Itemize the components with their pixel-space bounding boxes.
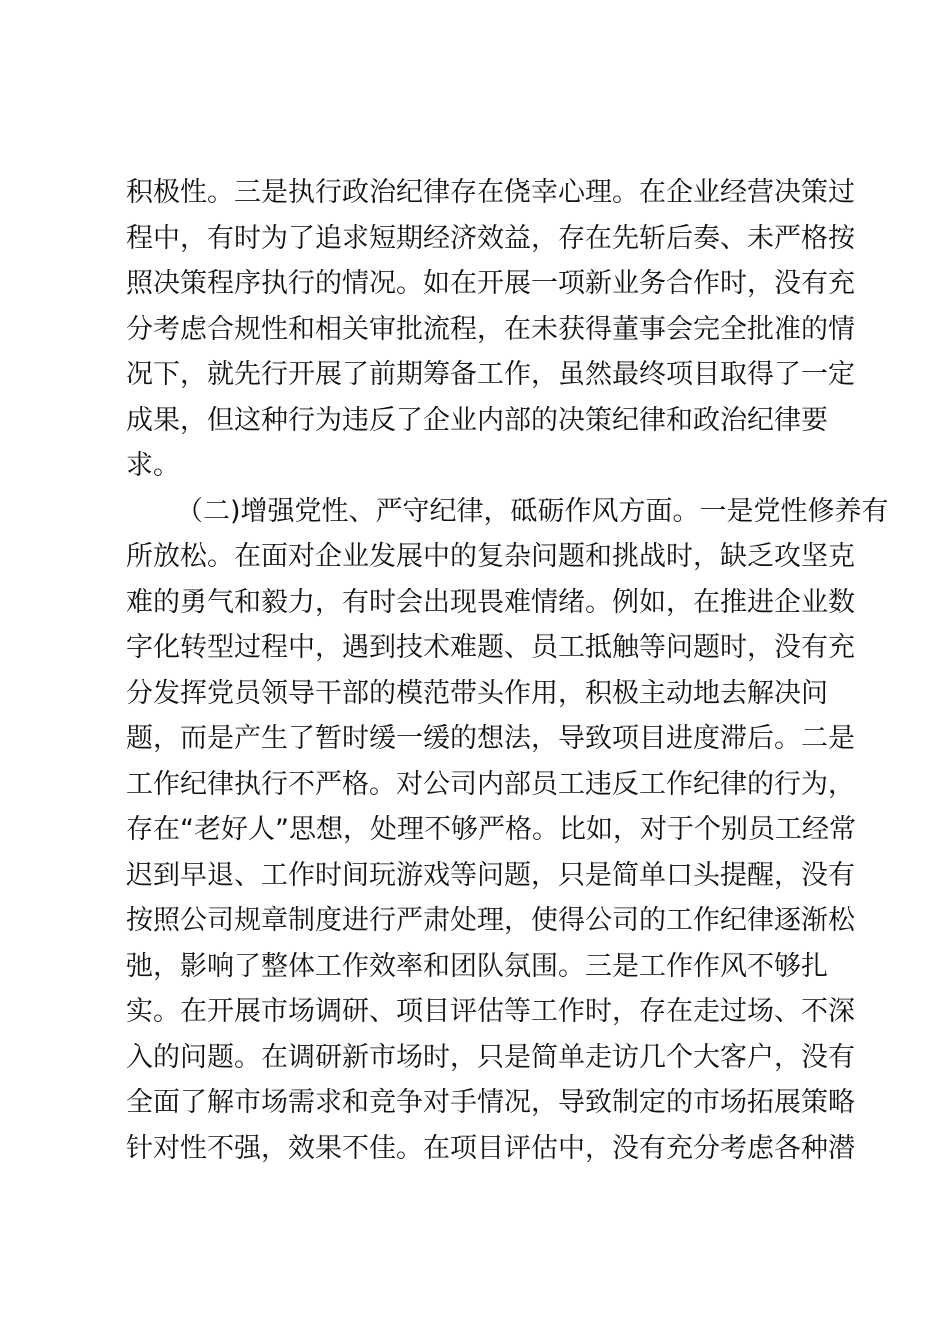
text-line: 全面了解市场需求和竞争对手情况，导致制定的市场拓展策略: [126, 1087, 855, 1118]
section-heading-line: （二)增强党性、严守纪律，砥砺作风方面。一是党性修养有: [176, 495, 889, 527]
text-line: 积极性。三是执行政治纪律存在侥幸心理。在企业经营决策过: [126, 177, 855, 208]
text-line: 况下，就先行开展了前期筹备工作，虽然最终项目取得了一定: [126, 359, 855, 390]
text-line: 按照公司规章制度进行严肃处理，使得公司的工作纪律逐渐松: [126, 905, 855, 936]
text-line: 分发挥党员领导干部的模范带头作用，积极主动地去解决问: [126, 677, 828, 709]
text-line: 题，而是产生了暂时缓一缓的想法，导致项目进度滞后。二是: [126, 723, 855, 754]
text-line: 成果，但这种行为违反了企业内部的决策纪律和政治纪律要: [126, 404, 828, 436]
text-line: 弛，影响了整体工作效率和团队氛围。三是工作作风不够扎: [126, 950, 828, 982]
text-line: 照决策程序执行的情况。如在开展一项新业务合作时，没有充: [126, 268, 855, 299]
text-line: 字化转型过程中，遇到技术难题、员工抵触等问题时，没有充: [126, 632, 855, 663]
text-line: 实。在开展市场调研、项目评估等工作时，存在走过场、不深: [126, 996, 855, 1027]
text-line: 针对性不强，效果不佳。在项目评估中，没有充分考虑各种潜: [126, 1132, 855, 1164]
text-line: 求。: [126, 450, 180, 481]
text-line: 入的问题。在调研新市场时，只是简单走访几个大客户，没有: [126, 1041, 855, 1073]
text-line: 分考虑合规性和相关审批流程，在未获得董事会完全批准的情: [126, 313, 855, 345]
body-text: [126, 170, 889, 1171]
text-line: 工作纪律执行不严格。对公司内部员工违反工作纪律的行为，: [126, 768, 855, 800]
text-line: 难的勇气和毅力，有时会出现畏难情绪。例如，在推进企业数: [126, 586, 855, 618]
text-line: 所放松。在面对企业发展中的复杂问题和挑战时，缺乏攻坚克: [126, 541, 855, 572]
text-line: 存在“老好人”思想，处理不够严格。比如，对于个别员工经常: [126, 814, 856, 845]
text-line: 迟到早退、工作时间玩游戏等问题，只是简单口头提醒，没有: [126, 859, 855, 891]
text-line: 程中，有时为了追求短期经济效益，存在先斩后奏、未严格按: [126, 222, 855, 254]
